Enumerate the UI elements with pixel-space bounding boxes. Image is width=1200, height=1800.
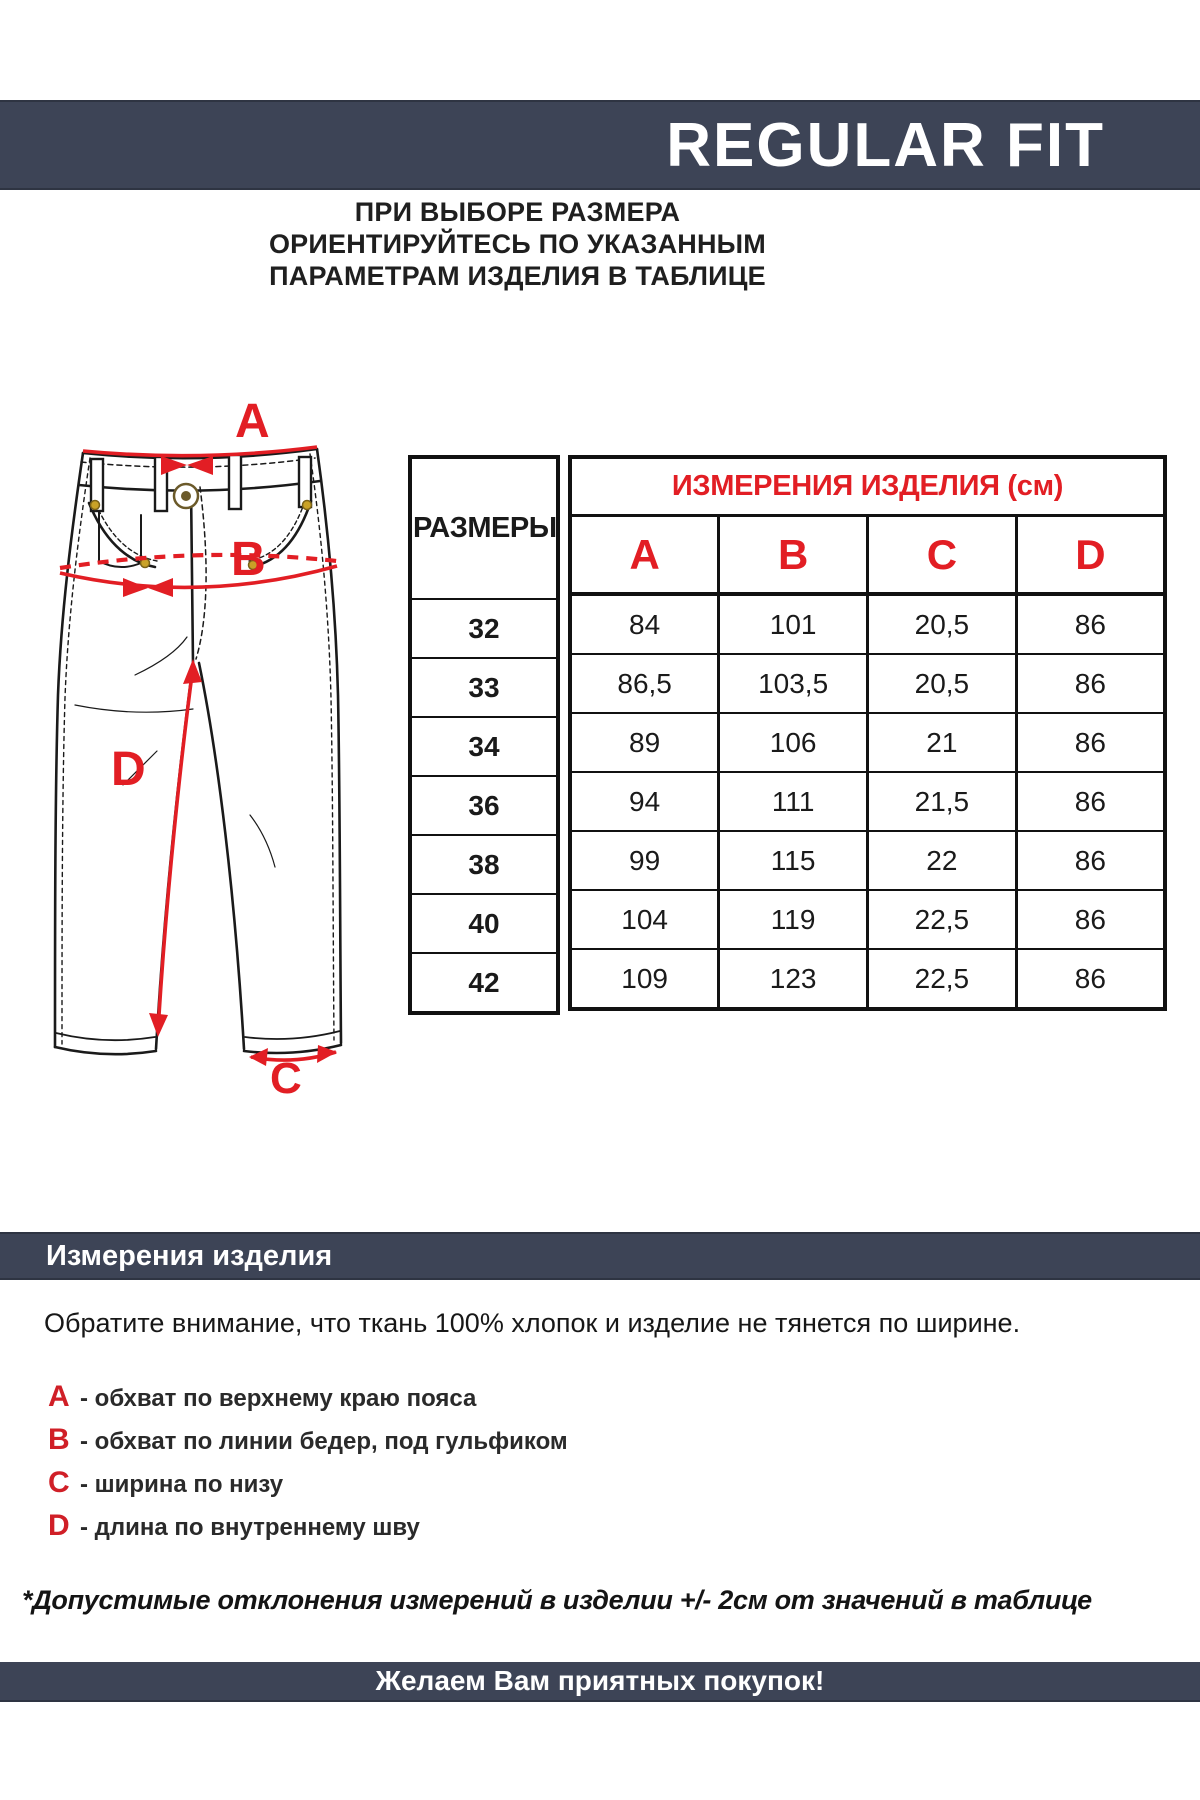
measurements-table xyxy=(568,455,1167,1011)
table-cell: 86 xyxy=(1016,654,1165,713)
legend-text-a: - обхват по верхнему краю пояса xyxy=(80,1385,477,1412)
column-B: B xyxy=(719,516,868,595)
measurements-section-bar xyxy=(0,1232,1200,1280)
legend-text-b: - обхват по линии бедер, под гульфиком xyxy=(80,1428,568,1455)
table-cell: 21,5 xyxy=(868,772,1017,831)
fit-banner-label: REGULAR FIT xyxy=(666,110,1105,180)
column-D: D xyxy=(1016,516,1165,595)
table-row xyxy=(570,772,1165,831)
table-cell: 86 xyxy=(1016,594,1165,654)
sizes-table xyxy=(408,455,560,1015)
table-cell: 104 xyxy=(570,890,719,949)
table-row xyxy=(570,949,1165,1009)
size-row-42: 42 xyxy=(410,953,558,1013)
size-row-33: 33 xyxy=(410,658,558,717)
label-B: B xyxy=(231,533,266,586)
table-cell: 20,5 xyxy=(868,594,1017,654)
table-cell: 123 xyxy=(719,949,868,1009)
table-cell: 111 xyxy=(719,772,868,831)
legend-item-b xyxy=(48,1423,568,1466)
intro-heading xyxy=(0,196,1035,292)
table-row xyxy=(570,713,1165,772)
measure-lines xyxy=(60,447,337,1060)
table-cell: 94 xyxy=(570,772,719,831)
legend-item-d xyxy=(48,1509,568,1552)
size-row-40: 40 xyxy=(410,894,558,953)
table-cell: 86,5 xyxy=(570,654,719,713)
size-row-34: 34 xyxy=(410,717,558,776)
table-cell: 84 xyxy=(570,594,719,654)
label-A: A xyxy=(235,395,270,448)
tolerance-footnote: *Допустимые отклонения измерений в изделии +/- 2см от значений в таблице xyxy=(22,1585,1092,1615)
table-cell: 20,5 xyxy=(868,654,1017,713)
table-cell: 86 xyxy=(1016,949,1165,1009)
table-cell: 106 xyxy=(719,713,868,772)
jeans-outline xyxy=(55,449,341,1054)
legend-letter-b: B xyxy=(48,1423,70,1456)
legend-text-c: - ширина по низу xyxy=(80,1471,284,1498)
jeans-diagram xyxy=(15,365,365,1095)
intro-line-3: ПАРАМЕТРАМ ИЗДЕЛИЯ В ТАБЛИЦЕ xyxy=(269,261,766,291)
table-cell: 103,5 xyxy=(719,654,868,713)
table-cell: 86 xyxy=(1016,831,1165,890)
measurement-legend xyxy=(48,1380,568,1552)
table-cell: 119 xyxy=(719,890,868,949)
footer-message: Желаем Вам приятных покупок! xyxy=(375,1665,825,1696)
label-D: D xyxy=(111,743,146,796)
legend-item-a xyxy=(48,1380,568,1423)
table-cell: 22,5 xyxy=(868,890,1017,949)
column-C: C xyxy=(868,516,1017,595)
legend-letter-a: A xyxy=(48,1380,70,1413)
measurements-title: ИЗМЕРЕНИЯ ИЗДЕЛИЯ (см) xyxy=(570,457,1165,516)
legend-item-c xyxy=(48,1466,568,1509)
intro-line-1: ПРИ ВЫБОРЕ РАЗМЕРА xyxy=(354,197,681,227)
table-cell: 101 xyxy=(719,594,868,654)
legend-text-d: - длина по внутреннему шву xyxy=(80,1514,420,1541)
size-row-32: 32 xyxy=(410,599,558,658)
fit-banner xyxy=(0,100,1200,190)
table-cell: 86 xyxy=(1016,772,1165,831)
table-row xyxy=(570,654,1165,713)
table-row xyxy=(570,594,1165,654)
intro-line-2: ОРИЕНТИРУЙТЕСЬ ПО УКАЗАННЫМ xyxy=(268,229,766,259)
table-cell: 22 xyxy=(868,831,1017,890)
column-A: A xyxy=(570,516,719,595)
sizes-header: РАЗМЕРЫ xyxy=(410,457,558,599)
size-row-38: 38 xyxy=(410,835,558,894)
fabric-note: Обратите внимание, что ткань 100% хлопок и изделие не тянется по ширине. xyxy=(44,1308,1021,1338)
table-cell: 21 xyxy=(868,713,1017,772)
legend-letter-c: C xyxy=(48,1466,70,1499)
table-cell: 99 xyxy=(570,831,719,890)
table-cell: 86 xyxy=(1016,890,1165,949)
footer-banner xyxy=(0,1662,1200,1702)
table-cell: 115 xyxy=(719,831,868,890)
measurements-section-title: Измерения изделия xyxy=(46,1239,333,1272)
measure-arrowheads xyxy=(123,456,337,1066)
label-C: C xyxy=(270,1054,302,1095)
table-cell: 86 xyxy=(1016,713,1165,772)
table-cell: 89 xyxy=(570,713,719,772)
table-cell: 22,5 xyxy=(868,949,1017,1009)
table-row xyxy=(570,890,1165,949)
table-cell: 109 xyxy=(570,949,719,1009)
size-row-36: 36 xyxy=(410,776,558,835)
table-row xyxy=(570,831,1165,890)
legend-letter-d: D xyxy=(48,1509,70,1542)
